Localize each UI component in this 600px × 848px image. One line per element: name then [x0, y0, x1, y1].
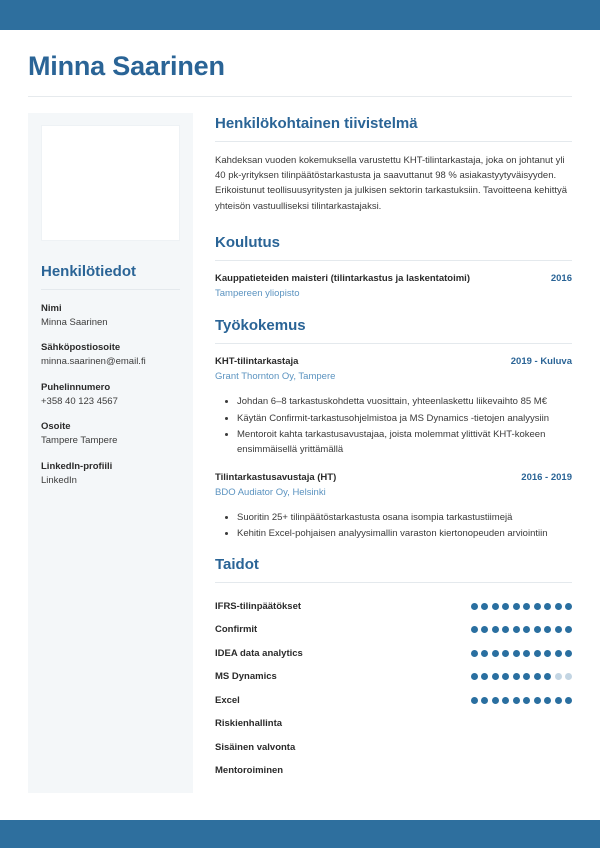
- rating-dot-filled: [492, 697, 499, 704]
- experience-bullets: [215, 510, 572, 542]
- list-item: • Käytän Confirmit-tarkastusohjelmistoa ja MS Dynamics -tietojen analyysiin: [237, 411, 572, 426]
- experience-date: 2016 - 2019: [521, 471, 572, 483]
- rating-dot-filled: [555, 603, 562, 610]
- rating-dot-filled: [534, 673, 541, 680]
- header-band: [0, 0, 600, 30]
- rating-dot-filled: [534, 603, 541, 610]
- experience-heading: Työkokemus: [215, 317, 306, 335]
- skill-row: [215, 735, 572, 759]
- skill-name: Mentoroiminen: [215, 765, 284, 777]
- rating-dot-filled: [544, 673, 551, 680]
- rating-dot-filled: [513, 626, 520, 633]
- experience-employer: Grant Thornton Oy, Tampere: [215, 371, 336, 383]
- education-date: 2016: [550, 273, 572, 285]
- education-institution: Tampereen yliopisto: [215, 288, 300, 300]
- rating-dot-filled: [523, 697, 530, 704]
- rating-dot-filled: [513, 673, 520, 680]
- name-block: [28, 30, 572, 97]
- list-item: • Johdan 6–8 tarkastuskohdetta vuosittain, yhteenlaskettu liikevaihto 85 M€: [237, 394, 572, 409]
- rating-dot-filled: [492, 673, 499, 680]
- section-experience: [215, 315, 572, 541]
- contact-item-email: [41, 341, 180, 370]
- rating-dot-filled: [513, 697, 520, 704]
- rating-dot-filled: [534, 697, 541, 704]
- rating-dot-filled: [502, 626, 509, 633]
- rating-dot-filled: [502, 603, 509, 610]
- education-entry-head: [215, 272, 572, 286]
- rating-dot-filled: [471, 603, 478, 610]
- rating-dot-filled: [471, 650, 478, 657]
- contact-item-linkedin: [41, 460, 180, 489]
- contact-item-address: [41, 420, 180, 449]
- rating-dot-filled: [565, 697, 572, 704]
- rating-dot-filled: [502, 697, 509, 704]
- skills-heading: Taidot: [215, 556, 259, 574]
- contact-label: Sähköpostiosoite: [41, 342, 121, 354]
- contact-label: Nimi: [41, 302, 62, 314]
- rating-dot-filled: [565, 603, 572, 610]
- summary-divider: [215, 141, 572, 142]
- title-divider: [28, 96, 572, 97]
- experience-employer: BDO Audiator Oy, Helsinki: [215, 486, 326, 498]
- contact-item-nimi: [41, 302, 180, 331]
- rating-dot-filled: [481, 626, 488, 633]
- rating-dot-filled: [544, 626, 551, 633]
- skill-name: IDEA data analytics: [215, 647, 303, 659]
- rating-dot-filled: [471, 626, 478, 633]
- skill-name: Confirmit: [215, 624, 258, 636]
- skill-row: [215, 665, 572, 689]
- skill-name: Excel: [215, 694, 240, 706]
- section-skills: [215, 554, 572, 782]
- rating-dot-filled: [555, 697, 562, 704]
- rating-dot-filled: [544, 650, 551, 657]
- rating-dot-filled: [481, 697, 488, 704]
- list-item: • Kehitin Excel-pohjaisen analyysimallin varaston kiertonopeuden arviointiin: [237, 526, 572, 541]
- experience-bullets: [215, 394, 572, 458]
- rating-dot-filled: [513, 603, 520, 610]
- rating-dot-filled: [565, 626, 572, 633]
- rating-dot-filled: [481, 673, 488, 680]
- rating-dot-empty: [565, 673, 572, 680]
- main-column: [193, 113, 572, 787]
- contact-value: +358 40 123 4567: [41, 395, 118, 407]
- skill-name: Riskienhallinta: [215, 718, 283, 730]
- skill-row: [215, 712, 572, 736]
- rating-dot-empty: [555, 673, 562, 680]
- page-title: Minna Saarinen: [28, 51, 225, 81]
- skills-divider: [215, 582, 572, 583]
- list-item: • Suoritin 25+ tilinpäätöstarkastusta osana isompia tarkastustiimejä: [237, 510, 572, 525]
- contact-label: LinkedIn-profiili: [41, 460, 113, 472]
- resume-content: [0, 30, 600, 820]
- education-degree: Kauppatieteiden maisteri (tilintarkastus ja laskentatoimi): [215, 273, 470, 285]
- rating-dot-filled: [471, 697, 478, 704]
- rating-dot-filled: [544, 603, 551, 610]
- contact-label: Puhelinnumero: [41, 381, 111, 393]
- rating-dot-filled: [492, 626, 499, 633]
- education-heading: Koulutus: [215, 234, 280, 252]
- rating-dot-filled: [555, 650, 562, 657]
- section-summary: [215, 113, 572, 215]
- rating-dot-filled: [492, 650, 499, 657]
- education-divider: [215, 260, 572, 261]
- summary-text: Kahdeksan vuoden kokemuksella varustettu KHT-tilintarkastaja, joka on johtanut yli 40 pk-yrityksen tilinpäätöstarkastusta ja saavuttanut 98 % asiakastyytyväisyyden. Erikoistunut teollisuusyritysten ja julkisen sektorin tarkastuksiin. Tavoitteena kehittyä yhteisön vastuulliseksi tilintarkastajaksi.: [215, 154, 568, 212]
- contact-value[interactable]: LinkedIn: [41, 474, 77, 486]
- experience-divider: [215, 343, 572, 344]
- rating-dot-filled: [502, 650, 509, 657]
- skills-list: [215, 594, 572, 782]
- avatar: [41, 125, 180, 241]
- experience-job-title: Tilintarkastusavustaja (HT): [215, 471, 337, 483]
- summary-heading: Henkilökohtainen tiivistelmä: [215, 114, 418, 132]
- section-education: [215, 232, 572, 302]
- rating-dot-filled: [534, 650, 541, 657]
- list-item: • Mentoroit kahta tarkastusavustajaa, joista molemmat ylittivät KHT-kokeen ensimmäisellä yrittämällä: [237, 427, 572, 458]
- rating-dot-filled: [502, 673, 509, 680]
- skill-row: [215, 759, 572, 783]
- rating-dot-filled: [523, 673, 530, 680]
- skill-name: IFRS-tilinpäätökset: [215, 600, 302, 612]
- experience-entry-head: [215, 355, 572, 369]
- experience-date: 2019 - Kuluva: [510, 356, 572, 368]
- rating-dot-filled: [481, 603, 488, 610]
- two-column-layout: [28, 113, 572, 793]
- education-entry: [215, 272, 572, 302]
- rating-dot-filled: [523, 603, 530, 610]
- rating-dot-filled: [481, 650, 488, 657]
- experience-entry: [215, 355, 572, 457]
- experience-entry-head: [215, 471, 572, 485]
- skill-row: [215, 618, 572, 642]
- rating-dot-filled: [534, 626, 541, 633]
- contact-value: Minna Saarinen: [41, 316, 108, 328]
- sidebar: [28, 113, 193, 793]
- rating-dot-filled: [544, 697, 551, 704]
- contact-label: Osoite: [41, 421, 71, 433]
- rating-dot-filled: [513, 650, 520, 657]
- experience-job-title: KHT-tilintarkastaja: [215, 356, 299, 368]
- rating-dot-filled: [492, 603, 499, 610]
- rating-dot-filled: [565, 650, 572, 657]
- sidebar-heading-divider: [41, 289, 180, 290]
- skill-rating: [471, 626, 573, 633]
- skill-name: MS Dynamics: [215, 671, 277, 683]
- skill-rating: [471, 697, 573, 704]
- rating-dot-filled: [471, 673, 478, 680]
- footer-band: [0, 820, 600, 848]
- contact-item-phone: [41, 381, 180, 410]
- skill-row: [215, 594, 572, 618]
- rating-dot-filled: [523, 626, 530, 633]
- experience-entry: [215, 471, 572, 542]
- skill-name: Sisäinen valvonta: [215, 741, 296, 753]
- skill-row: [215, 688, 572, 712]
- skill-rating: [471, 603, 573, 610]
- skill-row: [215, 641, 572, 665]
- sidebar-heading: Henkilötiedot: [41, 262, 137, 280]
- contact-value: Tampere Tampere: [41, 435, 118, 447]
- contact-value[interactable]: minna.saarinen@email.fi: [41, 356, 146, 368]
- rating-dot-filled: [523, 650, 530, 657]
- skill-rating: [471, 673, 573, 680]
- rating-dot-filled: [555, 626, 562, 633]
- skill-rating: [471, 650, 573, 657]
